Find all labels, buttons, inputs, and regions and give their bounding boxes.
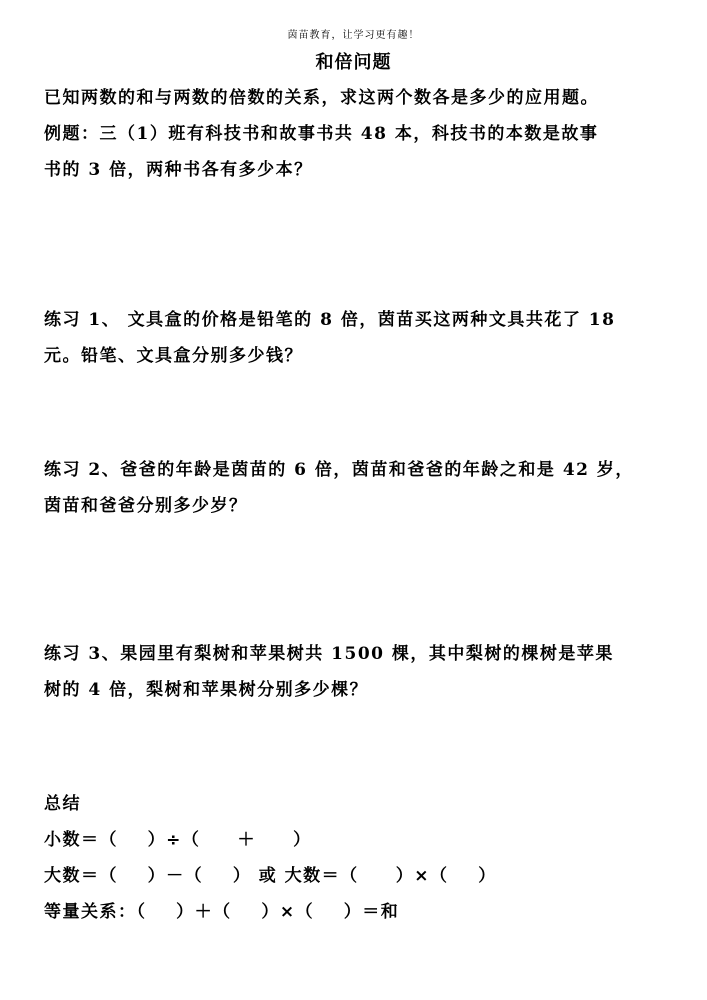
exercise-1-line-1: 练习 1、 文具盒的价格是铅笔的 8 倍，茵苗买这两种文具共花了 18 bbox=[44, 310, 616, 330]
formula-equivalence: 等量关系：（ ）＋（ ）×（ ）＝和 bbox=[44, 902, 400, 922]
exercise-3 bbox=[44, 636, 674, 708]
exercise-2 bbox=[44, 452, 674, 524]
summary-heading: 总结 bbox=[44, 794, 81, 814]
example-problem bbox=[44, 116, 674, 188]
formula-large-number: 大数＝（ ）－（ ） 或 大数＝（ ）×（ ） bbox=[44, 866, 497, 886]
example-line-1: 例题：三（1）班有科技书和故事书共 48 本，科技书的本数是故事 bbox=[44, 124, 599, 144]
intro-text: 已知两数的和与两数的倍数的关系，求这两个数各是多少的应用题。 bbox=[44, 88, 599, 108]
exercise-3-line-1: 练习 3、果园里有梨树和苹果树共 1500 棵，其中梨树的棵树是苹果 bbox=[44, 644, 614, 664]
example-line-2: 书的 3 倍，两种书各有多少本？ bbox=[44, 160, 313, 180]
exercise-2-line-2: 茵苗和爸爸分别多少岁？ bbox=[44, 496, 248, 516]
exercise-1-line-2: 元。铅笔、文具盒分别多少钱？ bbox=[44, 346, 303, 366]
page-title: 和倍问题 bbox=[315, 52, 392, 73]
exercise-2-line-1: 练习 2、爸爸的年龄是茵苗的 6 倍，茵苗和爸爸的年龄之和是 42 岁， bbox=[44, 460, 634, 480]
intro-paragraph bbox=[44, 80, 674, 116]
summary-section bbox=[44, 786, 674, 930]
exercise-1 bbox=[44, 302, 674, 374]
formula-small-number: 小数＝（ ）÷（ ＋ ） bbox=[44, 830, 312, 850]
header-slogan: 茵苗教育，让学习更有趣！ bbox=[287, 30, 420, 41]
exercise-3-line-2: 树的 4 倍，梨树和苹果树分别多少棵？ bbox=[44, 680, 369, 700]
